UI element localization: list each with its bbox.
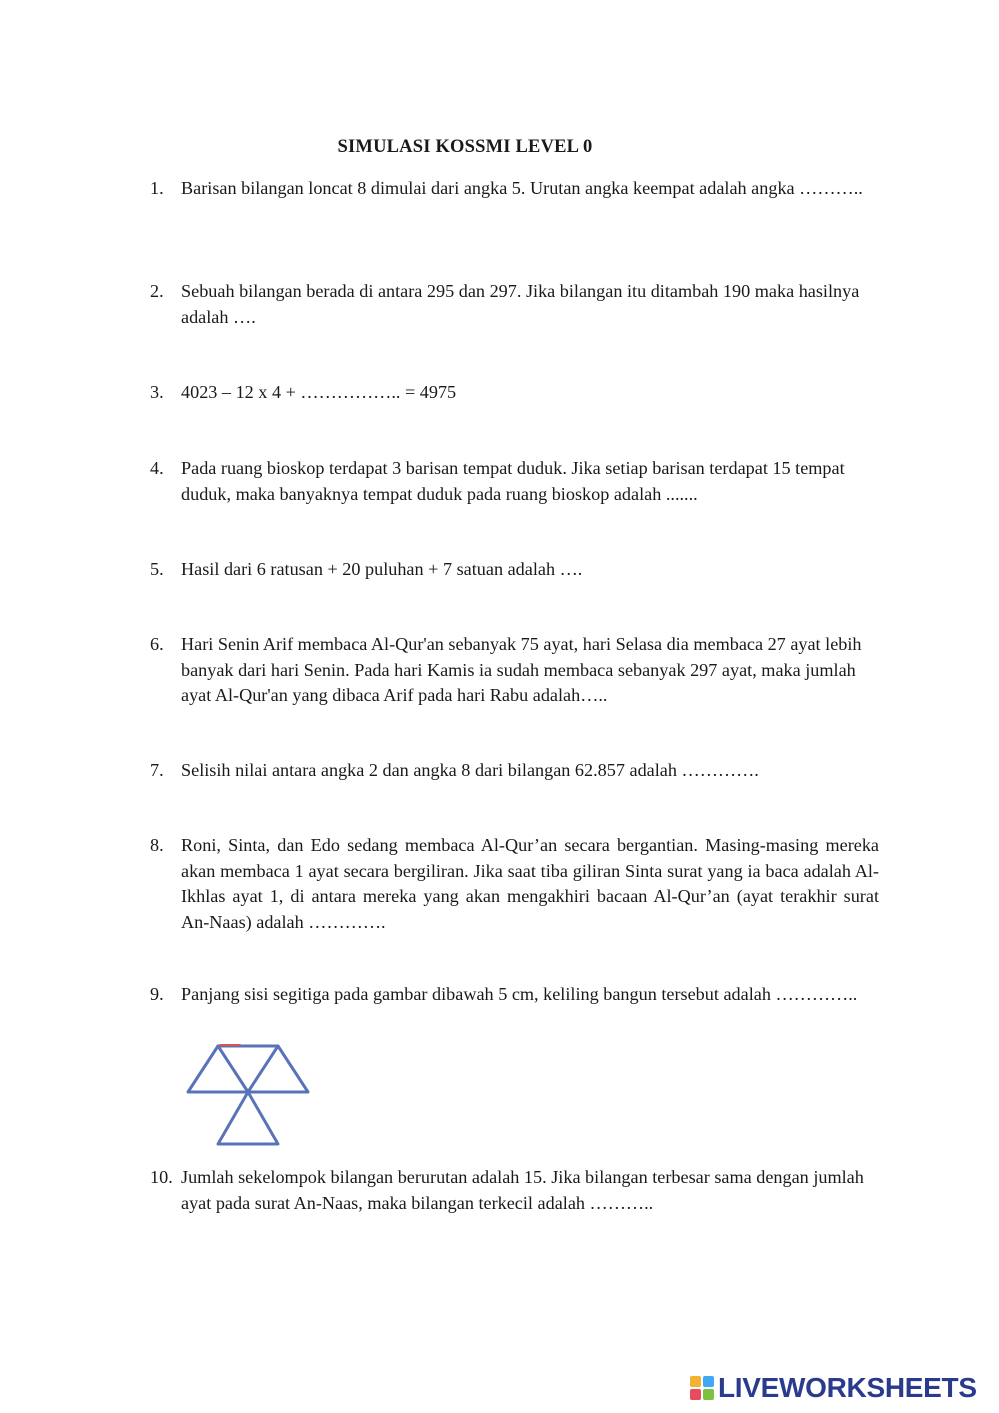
question-2 bbox=[150, 279, 879, 330]
triangle-top-left bbox=[188, 1046, 248, 1092]
question-1 bbox=[150, 176, 879, 202]
question-text: Panjang sisi segitiga pada gambar dibawah 5 cm, keliling bangun tersebut adalah ………….. bbox=[181, 984, 858, 1004]
question-10 bbox=[150, 1165, 879, 1216]
question-number: 7. bbox=[150, 760, 164, 780]
question-9 bbox=[150, 982, 879, 1008]
question-8 bbox=[150, 833, 879, 935]
question-text: Barisan bilangan loncat 8 dimulai dari angka 5. Urutan angka keempat adalah angka ……….. bbox=[181, 178, 863, 198]
question-number: 1. bbox=[150, 178, 164, 198]
question-text: Jumlah sekelompok bilangan berurutan adalah 15. Jika bilangan terbesar sama dengan jumlah ayat pada surat An-Naas, maka bilangan terkecil adalah ……….. bbox=[181, 1167, 864, 1213]
three-triangles-figure bbox=[180, 1040, 312, 1148]
question-text: 4023 – 12 x 4 + …………….. = 4975 bbox=[181, 382, 457, 402]
question-text: Hari Senin Arif membaca Al-Qur'an sebanyak 75 ayat, hari Selasa dia membaca 27 ayat lebih banyak dari hari Senin. Pada hari Kamis ia sudah membaca sebanyak 297 ayat, maka jumlah ayat Al-Qur'an yang dibaca Arif pada hari Rabu adalah….. bbox=[181, 634, 862, 705]
triangle-bottom bbox=[218, 1092, 278, 1144]
question-7 bbox=[150, 758, 879, 784]
page-title: SIMULASI KOSSMI LEVEL 0 bbox=[337, 137, 593, 157]
question-number: 10. bbox=[150, 1167, 173, 1187]
question-6 bbox=[150, 632, 879, 709]
question-5 bbox=[150, 557, 879, 583]
question-text: Sebuah bilangan berada di antara 295 dan 297. Jika bilangan itu ditambah 190 maka hasilnya adalah …. bbox=[181, 281, 860, 327]
question-number: 9. bbox=[150, 984, 164, 1004]
question-3 bbox=[150, 380, 879, 406]
question-number: 4. bbox=[150, 458, 164, 478]
triangle-top-right bbox=[248, 1046, 308, 1092]
question-number: 5. bbox=[150, 559, 164, 579]
question-text: Roni, Sinta, dan Edo sedang membaca Al-Qur’an secara bergantian. Masing-masing mereka akan membaca 1 ayat secara bergiliran. Jika saat tiba giliran Sinta surat yang ia baca adalah Al-Ikhlas ayat 1, di antara mereka yang akan mengakhiri bacaan Al-Qur’an (ayat terakhir surat An-Naas) adalah …………. bbox=[181, 835, 879, 932]
question-number: 2. bbox=[150, 281, 164, 301]
question-text: Pada ruang bioskop terdapat 3 barisan tempat duduk. Jika setiap barisan terdapat 15 tempat duduk, maka banyaknya tempat duduk pada ruang bioskop adalah ....... bbox=[181, 458, 845, 504]
question-number: 8. bbox=[150, 835, 164, 855]
question-4 bbox=[150, 456, 879, 507]
liveworksheets-logo bbox=[690, 1372, 977, 1404]
question-number: 6. bbox=[150, 634, 164, 654]
logo-text: LIVEWORKSHEETS bbox=[718, 1372, 977, 1403]
triangle-outlines bbox=[188, 1045, 308, 1144]
question-text: Selisih nilai antara angka 2 dan angka 8 dari bilangan 62.857 adalah …………. bbox=[181, 760, 759, 780]
question-text: Hasil dari 6 ratusan + 20 puluhan + 7 satuan adalah …. bbox=[181, 559, 583, 579]
question-number: 3. bbox=[150, 382, 164, 402]
logo-mark-icon bbox=[690, 1376, 714, 1400]
